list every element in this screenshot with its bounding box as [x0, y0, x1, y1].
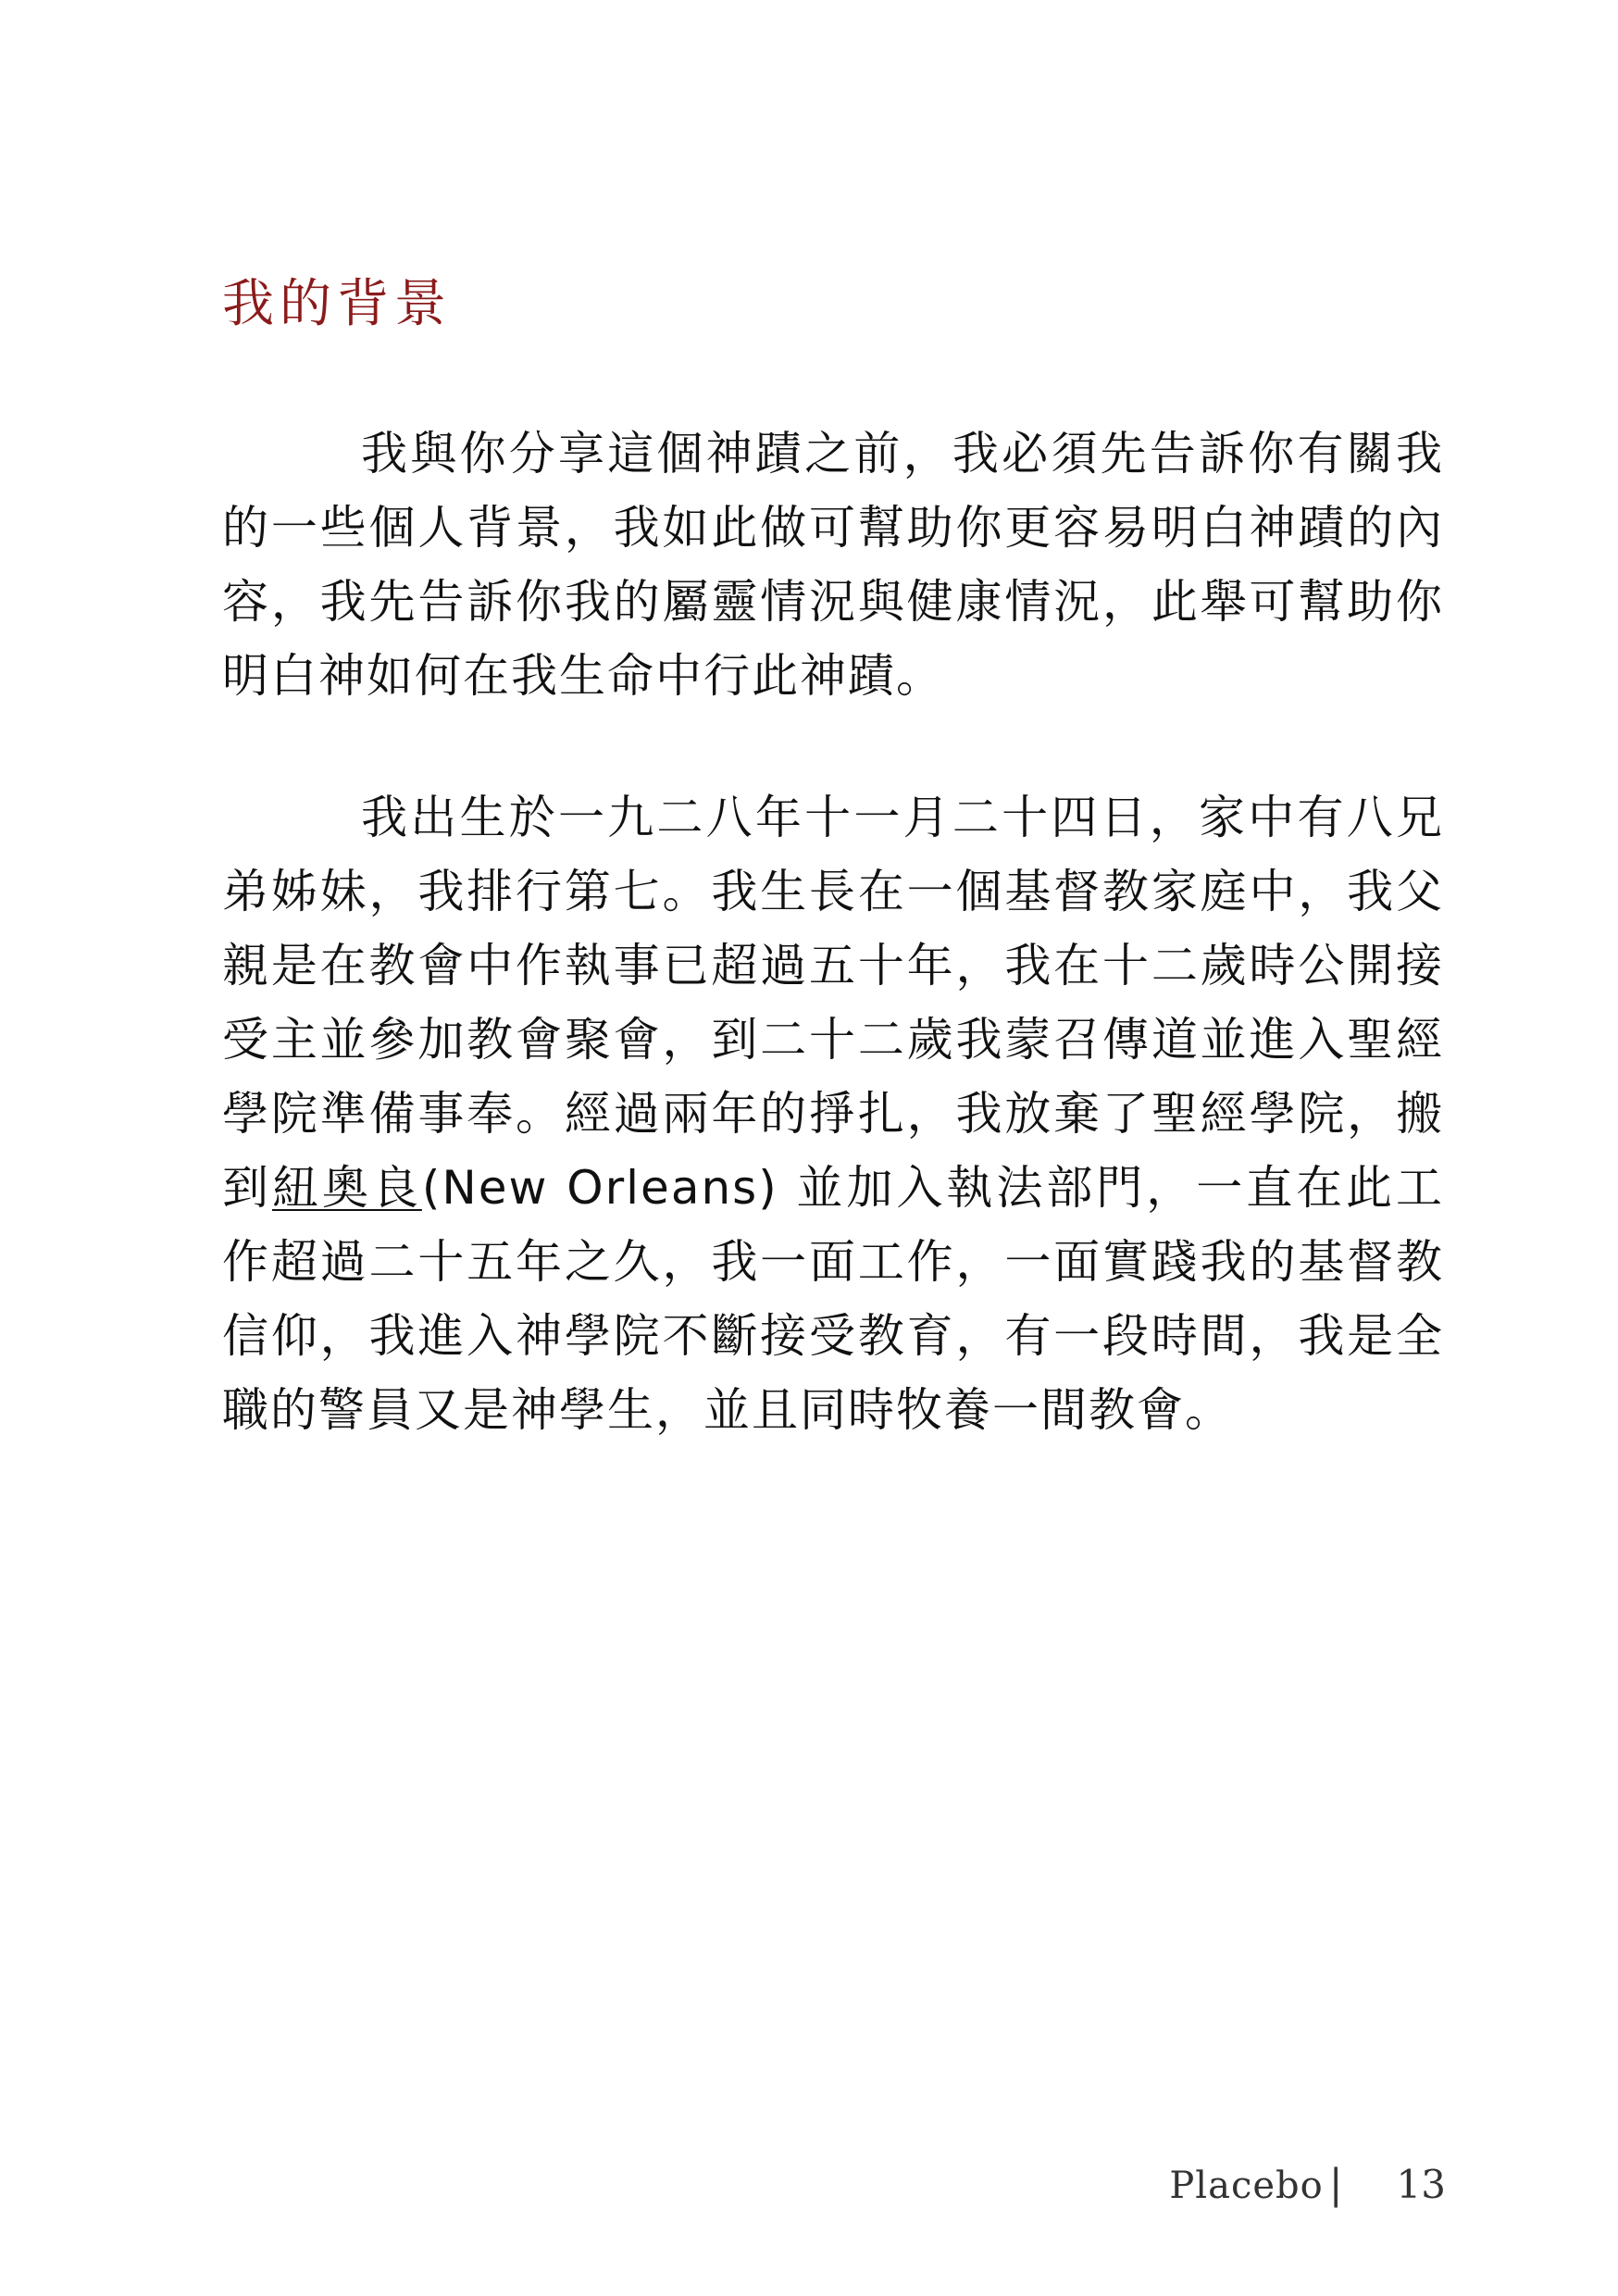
paragraph-text-after-link: (New Orleans) 並加入執法部門，一直在此工作超過二十五年之久，我一面工作，一面實踐我的基督教信仰，我進入神學院不斷接受教育，有一段時間，我是全職的警員又是神學生，並且同時牧養一間教會。 — [222, 1161, 1445, 1437]
paragraph-text-before-link: 我出生於一九二八年十一月二十四日，家中有八兄弟姊妹，我排行第七。我生長在一個基督教家庭中，我父親是在教會中作執事已超過五十年，我在十二歲時公開接受主並參加教會聚會，到二十二歲我蒙召傳道並進入聖經學院準備事奉。經過兩年的掙扎，我放棄了聖經學院，搬到 — [222, 791, 1444, 1215]
page-number: 13 — [1396, 2162, 1446, 2207]
body-paragraph-1: 我與你分享這個神蹟之前，我必須先告訴你有關我的一些個人背景，我如此做可幫助你更容易明白神蹟的內容，我先告訴你我的屬靈情況與健康情況，此舉可幫助你明白神如何在我生命中行此神蹟。 — [222, 427, 1444, 703]
chapter-title: 我的背景 — [222, 274, 452, 334]
footer-divider: | — [1328, 2161, 1343, 2208]
body-paragraph-2 — [222, 780, 1444, 1447]
underlined-place-name: 紐奧良 — [271, 1161, 422, 1215]
footer-book-title: Placebo — [1169, 2165, 1324, 2207]
page-footer — [1169, 2161, 1446, 2208]
